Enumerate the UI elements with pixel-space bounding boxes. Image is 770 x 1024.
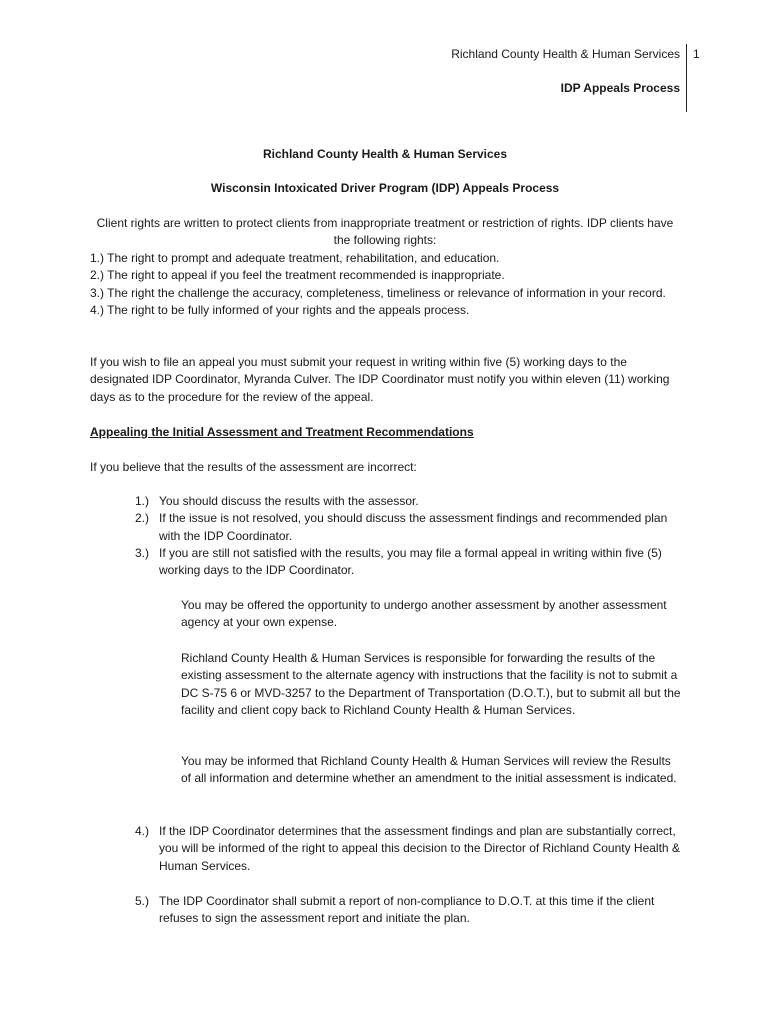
- step-item: [135, 823, 680, 875]
- sub-paragraph-forwarding: Richland County Health & Human Services is responsible for forwarding the results of the existing assessment to the alternate agency with instructions that the facility is not to submit a DC S-75 6 or MVD-3257 to the Department of Transportation (D.O.T.), but to submit all but the facility and client copy back to Richland County Health & Human Services.: [181, 651, 681, 717]
- believe-line: If you believe that the results of the assessment are incorrect:: [90, 460, 417, 474]
- step-text: If the IDP Coordinator determines that the assessment findings and plan are substantially correct, you will be informed of the right to appeal this decision to the Director of Richland County Health & Human Services.: [159, 824, 680, 873]
- step-text: If the issue is not resolved, you should discuss the assessment findings and recommended plan with the IDP Coordinator.: [159, 511, 668, 543]
- sub-paragraph-alt-assessment: You may be offered the opportunity to undergo another assessment by another assessment agency at your own expense.: [181, 598, 667, 630]
- step-item: [135, 510, 680, 545]
- step-number: 5.): [135, 894, 150, 908]
- step-item: [135, 545, 680, 580]
- header-divider: [686, 44, 687, 112]
- step-text: You should discuss the results with the assessor.: [159, 494, 419, 508]
- step-item: [135, 893, 680, 928]
- appeal-paragraph: If you wish to file an appeal you must submit your request in writing within five (5) working days to the designated IDP Coordinator, Myranda Culver. The IDP Coordinator must notify you within eleven (11) working days as to the procedure for the review of the appeal.: [90, 355, 670, 404]
- running-header-subtitle: IDP Appeals Process: [560, 81, 680, 95]
- page-number: 1: [693, 47, 700, 61]
- step-text: The IDP Coordinator shall submit a report of non-compliance to D.O.T. at this time if the client refuses to sign the assessment report and initiate the plan.: [159, 894, 655, 926]
- document-title-program: Wisconsin Intoxicated Driver Program (IDP) Appeals Process: [210, 181, 560, 195]
- rights-list: [90, 250, 680, 319]
- step-number: 2.): [135, 511, 150, 526]
- step-text: If you are still not satisfied with the results, you may file a formal appeal in writing within five (5) working days to the IDP Coordinator.: [159, 545, 662, 578]
- step-item-4: [135, 823, 680, 875]
- step-item: [135, 493, 680, 510]
- right-item: 2.) The right to appeal if you feel the treatment recommended is inappropriate.: [90, 268, 505, 283]
- section-heading: Appealing the Initial Assessment and Treatment Recommendations: [90, 425, 474, 439]
- right-item: 1.) The right to prompt and adequate treatment, rehabilitation, and education.: [90, 251, 500, 265]
- right-item: 3.) The right the challenge the accuracy, completeness, timeliness or relevance of information in your record.: [90, 285, 666, 300]
- steps-list: [135, 493, 680, 579]
- step-item-5: [135, 893, 680, 928]
- sub-paragraph-review: You may be informed that Richland County Health & Human Services will review the Results of all information and determine whether an amendment to the initial assessment is indicated.: [181, 754, 677, 786]
- running-header-org: Richland County Health & Human Services: [451, 47, 680, 61]
- step-number: 1.): [135, 494, 150, 508]
- right-item: 4.) The right to be fully informed of your rights and the appeals process.: [90, 302, 470, 317]
- step-number: 3.): [135, 545, 150, 560]
- document-title-org: Richland County Health & Human Services: [262, 147, 508, 161]
- intro-paragraph: Client rights are written to protect clients from inappropriate treatment or restriction of rights. IDP clients have the following rights:: [96, 216, 674, 248]
- step-number: 4.): [135, 824, 150, 838]
